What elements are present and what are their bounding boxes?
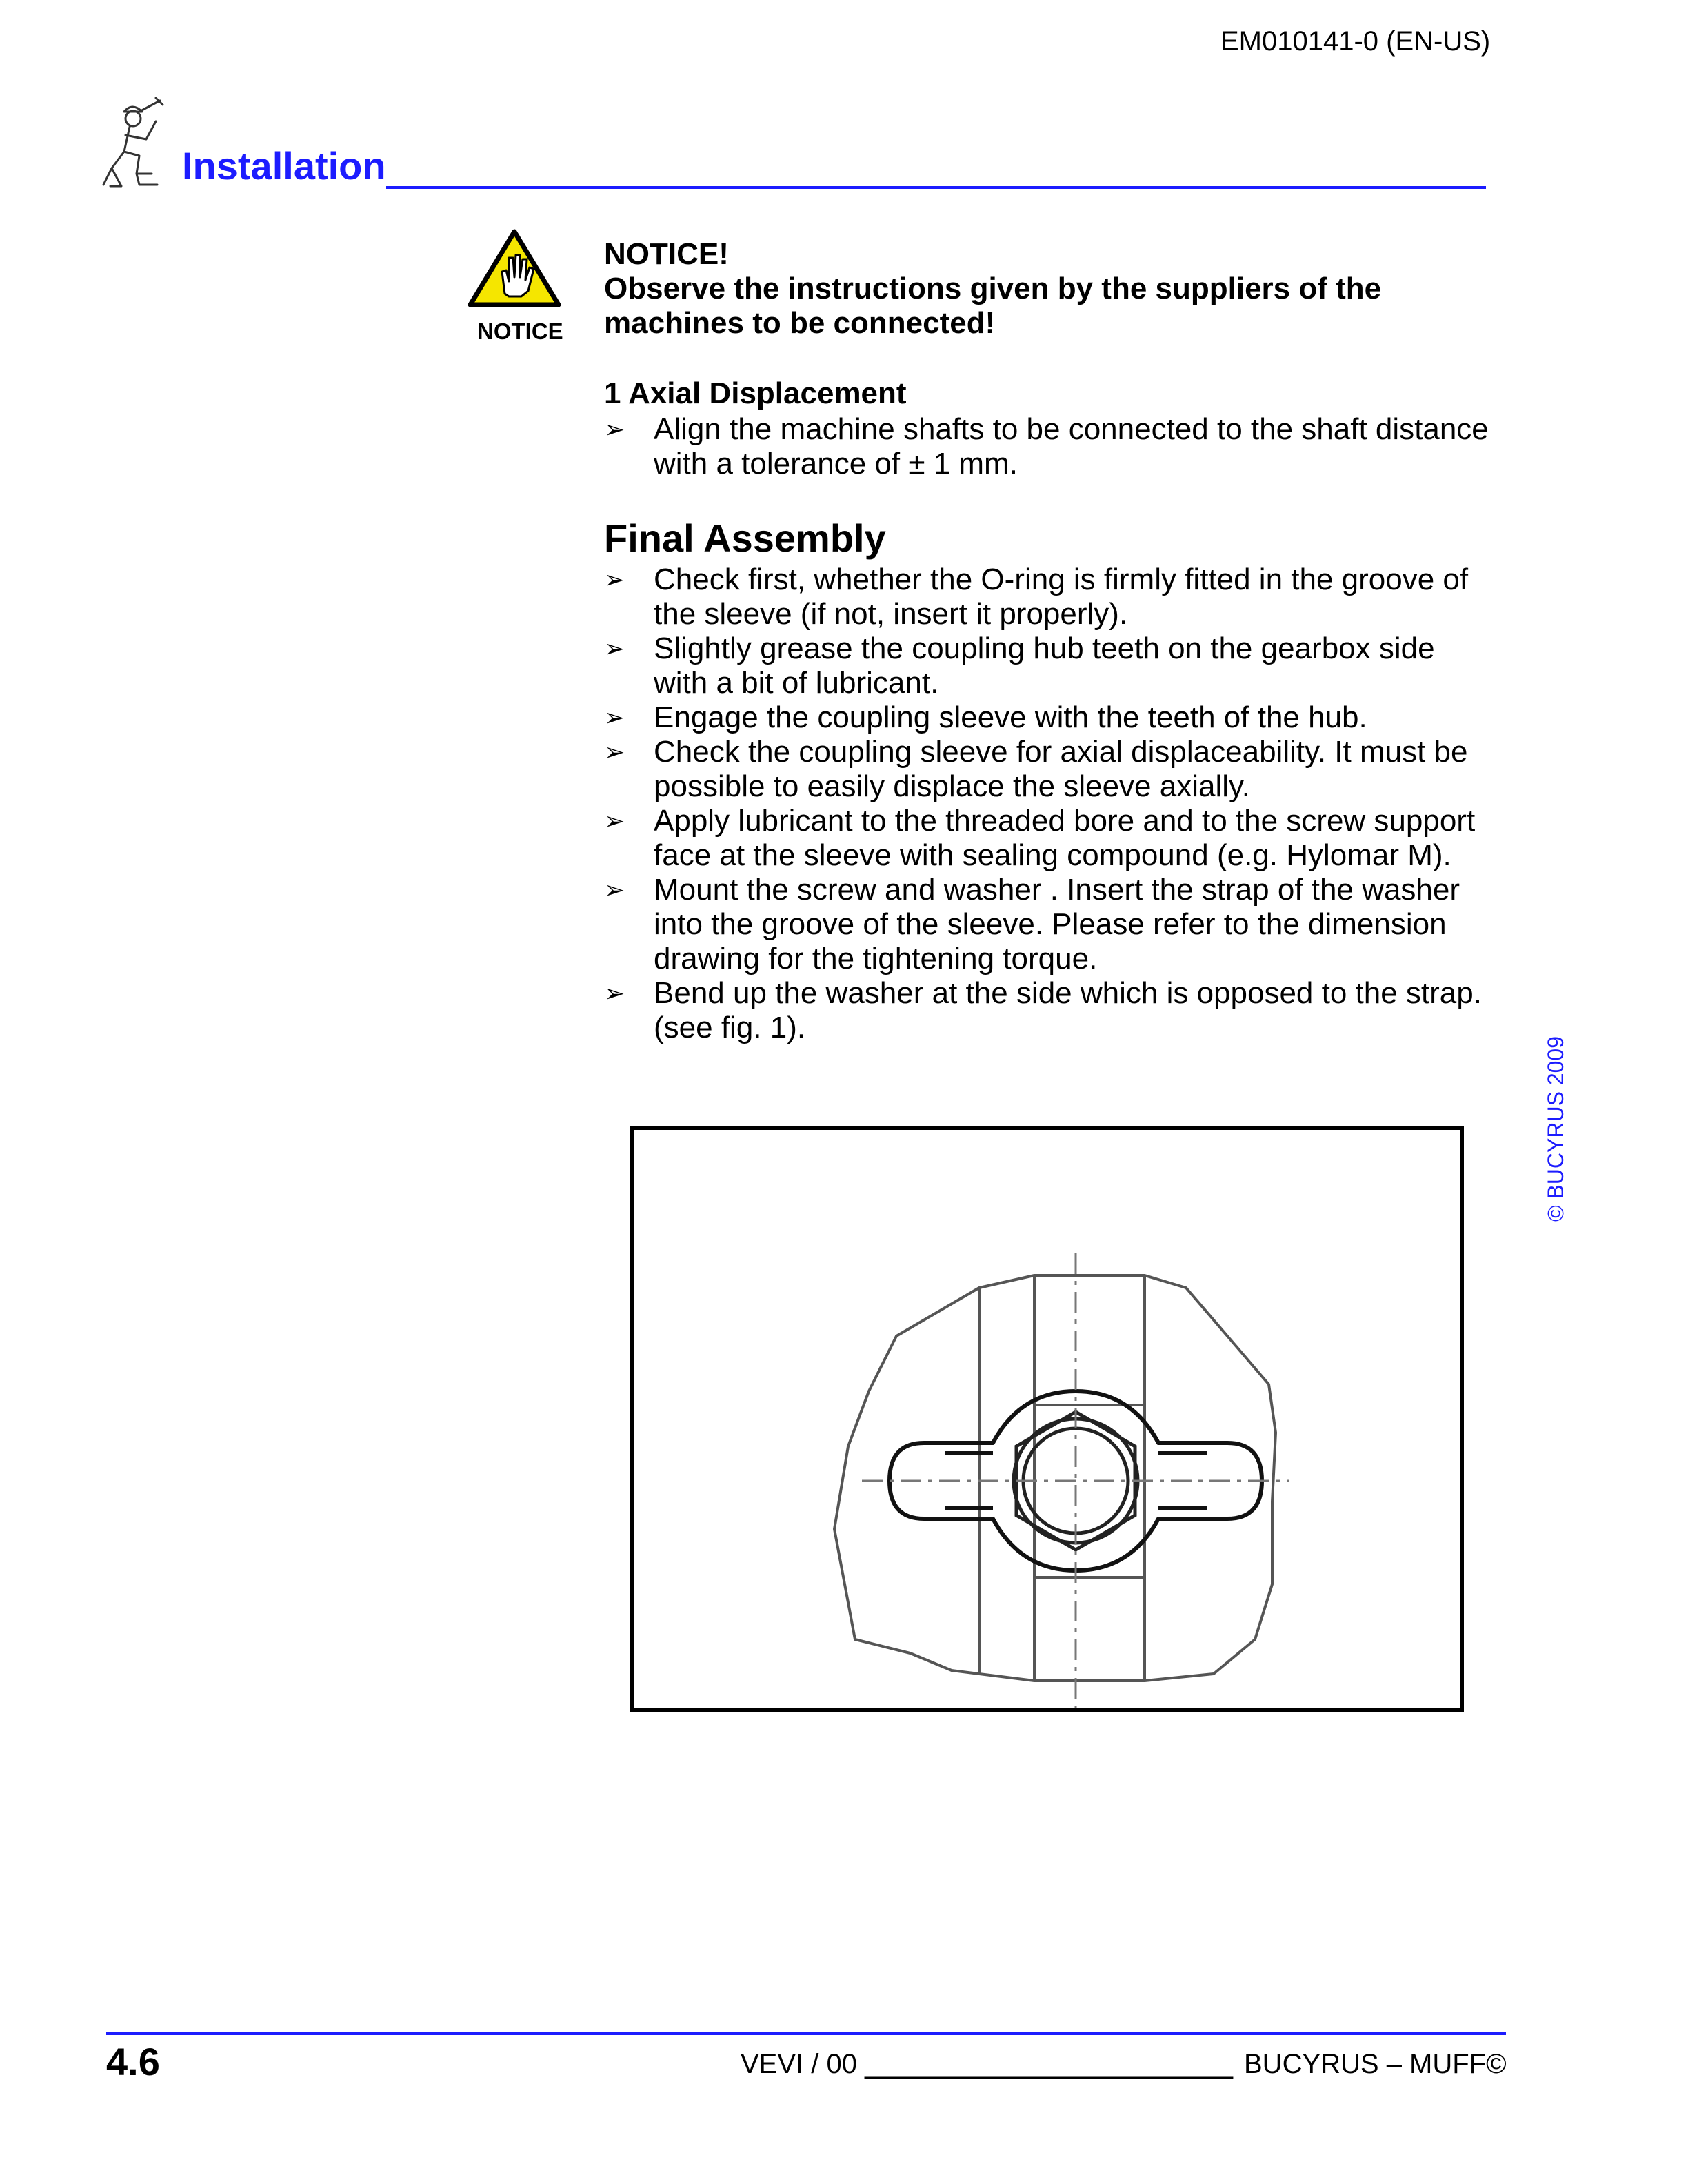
footer-document-code: VEVI / 00 ________________________ (741, 2049, 1234, 2079)
axial-displacement-list (604, 412, 1500, 481)
list-item (604, 976, 1494, 1045)
arrow-bullet-icon: ➢ (604, 807, 625, 835)
title-rule (386, 186, 1486, 189)
list-item-text: Check the coupling sleeve for axial displaceability. It must be possible to easily displace the sleeve axially. (654, 735, 1468, 803)
page-number: 4.6 (106, 2040, 160, 2083)
arrow-bullet-icon: ➢ (604, 415, 625, 443)
notice-text: Observe the instructions given by the suppliers of the machines to be connected! (604, 272, 1382, 340)
list-item (604, 873, 1494, 976)
arrow-bullet-icon: ➢ (604, 634, 625, 663)
worker-kneeling-icon (97, 97, 179, 200)
list-item (604, 804, 1494, 873)
arrow-bullet-icon: ➢ (604, 738, 625, 766)
list-item (604, 700, 1494, 735)
notice-heading: NOTICE! (604, 237, 729, 271)
final-assembly-list (604, 563, 1494, 1045)
warning-hand-icon (466, 228, 563, 309)
notice-label: NOTICE (477, 318, 563, 344)
arrow-bullet-icon: ➢ (604, 703, 625, 731)
list-item-text: Slightly grease the coupling hub teeth on the gearbox side with a bit of lubricant. (654, 631, 1435, 700)
arrow-bullet-icon: ➢ (604, 876, 625, 904)
washer-drawing-figure (607, 1115, 1476, 1736)
list-item-text: Mount the screw and washer . Insert the strap of the washer into the groove of the sleeve. Please refer to the dimension drawing for the tightening torque. (654, 873, 1460, 975)
arrow-bullet-icon: ➢ (604, 565, 625, 594)
list-item (604, 735, 1494, 804)
list-item-text: Apply lubricant to the threaded bore and to the screw support face at the sleeve with sealing compound (e.g. Hylomar M). (654, 804, 1476, 872)
list-item-text: Bend up the washer at the side which is opposed to the strap. (see fig. 1). (654, 976, 1482, 1044)
final-assembly-heading: Final Assembly (604, 516, 886, 560)
list-item (604, 563, 1494, 631)
list-item (604, 412, 1500, 481)
footer-rule (106, 2032, 1506, 2035)
list-item-text: Align the machine shafts to be connected to the shaft distance with a tolerance of ± 1 mm. (654, 412, 1489, 481)
list-item-text: Check first, whether the O-ring is firmly fitted in the groove of the sleeve (if not, insert it properly). (654, 563, 1469, 631)
document-id: EM010141-0 (EN-US) (1220, 26, 1491, 57)
section-title: Installation (182, 144, 386, 188)
copyright-notice: © BUCYRUS 2009 (1543, 1035, 1568, 1222)
axial-displacement-heading: 1 Axial Displacement (604, 376, 907, 410)
arrow-bullet-icon: ➢ (604, 979, 625, 1007)
footer-product-name: BUCYRUS – MUFF© (1244, 2049, 1507, 2079)
list-item-text: Engage the coupling sleeve with the teeth of the hub. (654, 700, 1367, 734)
list-item (604, 631, 1494, 700)
